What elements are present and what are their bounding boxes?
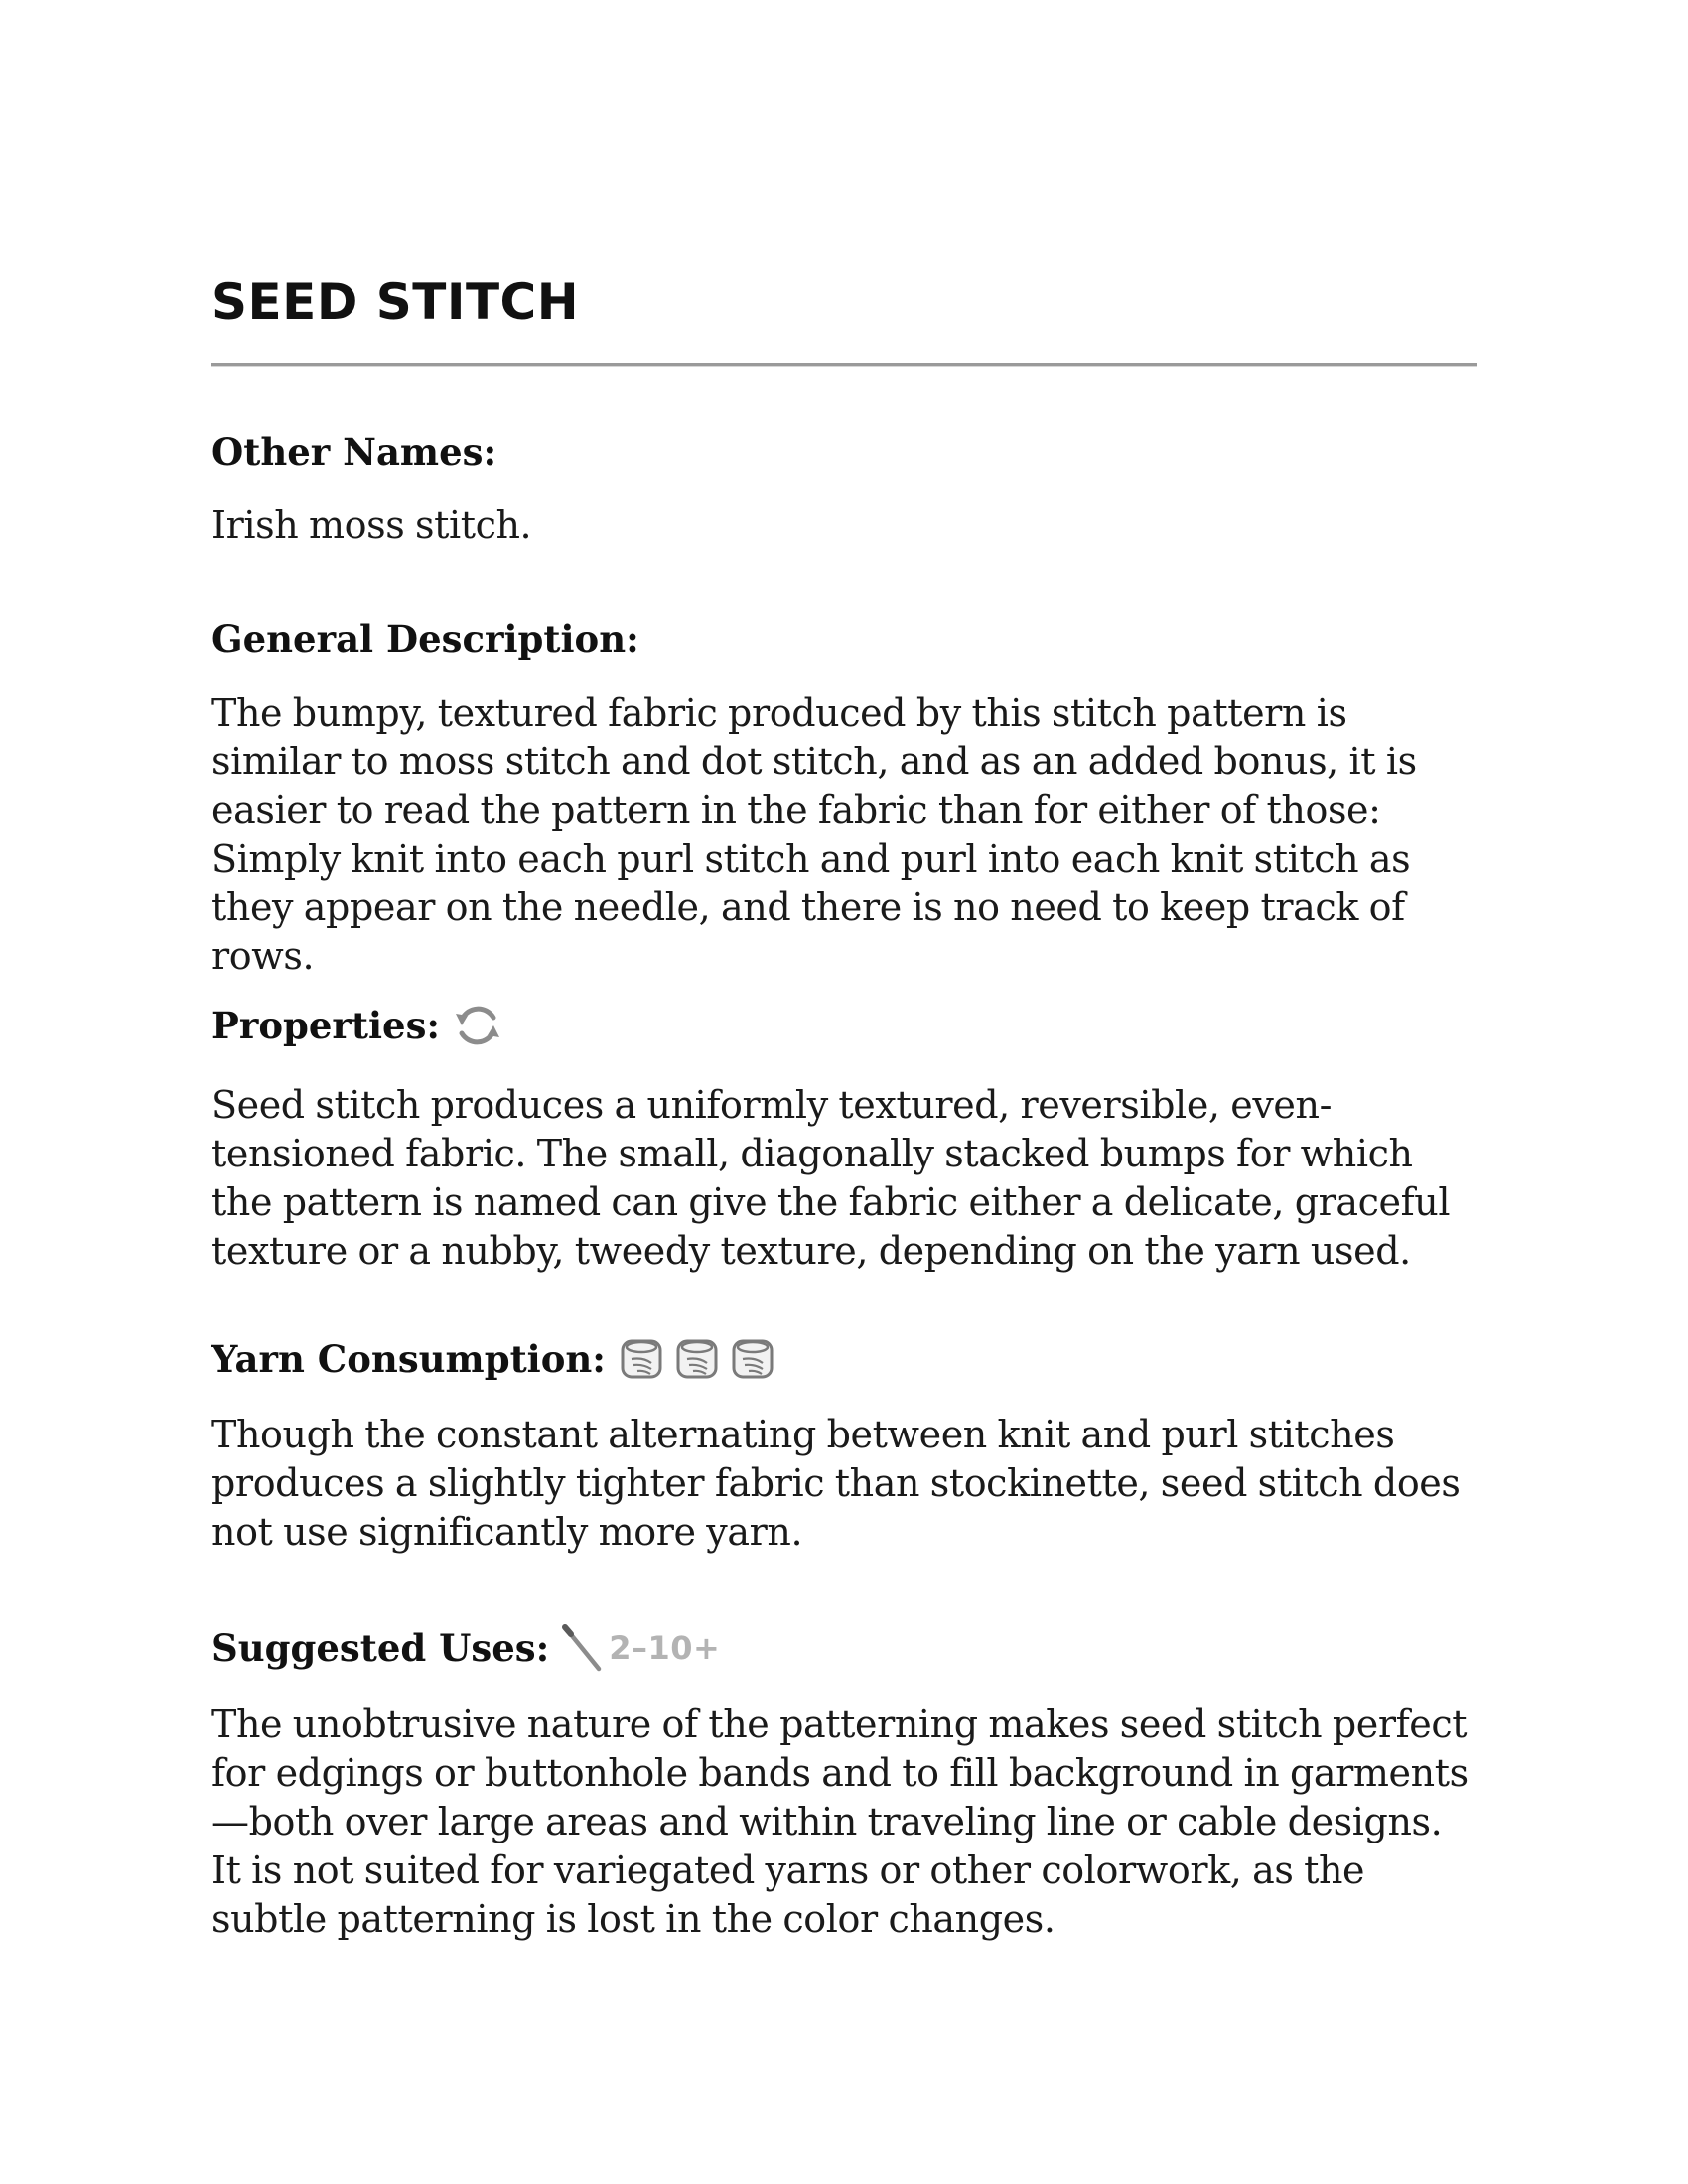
section-suggested-uses <box>211 1623 1477 1944</box>
suggested-uses-text: The unobtrusive nature of the patterning makes seed stitch perfect for edgings or buttonhole bands and to fill background in garments—both over large areas and within traveling line or cable designs. It is not suited for variegated yarns or other colorwork, as the subtle patterning is lost in the color changes. <box>211 1703 1469 1941</box>
properties-text: Seed stitch produces a uniformly textured, reversible, even-tensioned fabric. The small, diagonally stacked bumps for which the pattern is named can give the fabric either a delicate, graceful texture or a nubby, tweedy texture, depending on the yarn used. <box>211 1083 1451 1273</box>
section-other-names <box>211 430 1477 550</box>
yarn-consumption-heading: Yarn Consumption: <box>211 1336 606 1381</box>
needle-size-range: 2–10+ <box>609 1628 721 1667</box>
yarn-skein-icon <box>729 1335 776 1383</box>
general-description-heading: General Description: <box>211 617 639 661</box>
section-heading <box>211 1335 1477 1383</box>
section-heading <box>211 430 1477 474</box>
section-heading <box>211 1623 1477 1673</box>
section-properties <box>211 998 1477 1276</box>
section-general-description <box>211 617 1477 981</box>
yarn-skein-icon <box>673 1335 721 1383</box>
suggested-uses-heading: Suggested Uses: <box>211 1625 550 1670</box>
yarn-skein-icon <box>618 1335 665 1383</box>
title-divider <box>211 363 1477 367</box>
reversible-icon <box>450 998 505 1053</box>
general-description-text: The bumpy, textured fabric produced by this stitch pattern is similar to moss stitch and dot stitch, and as an added bonus, it is easier to read the pattern in the fabric than for either of those: Simply knit into each purl stitch and purl into each knit stitch as they appear on the needle, and there is no need to keep track of rows. <box>211 691 1417 979</box>
section-yarn-consumption <box>211 1335 1477 1557</box>
other-names-heading: Other Names: <box>211 430 497 474</box>
needle-icon <box>559 1623 605 1673</box>
yarn-consumption-text: Though the constant alternating between knit and purl stitches produces a slightly tighter fabric than stockinette, seed stitch does not use significantly more yarn. <box>211 1413 1461 1554</box>
section-heading <box>211 998 1477 1053</box>
properties-heading: Properties: <box>211 1003 441 1047</box>
section-heading <box>211 617 1477 661</box>
yarn-rating <box>610 1335 776 1383</box>
other-names-text: Irish moss stitch. <box>211 503 532 548</box>
page-title: SEED STITCH <box>211 273 580 331</box>
